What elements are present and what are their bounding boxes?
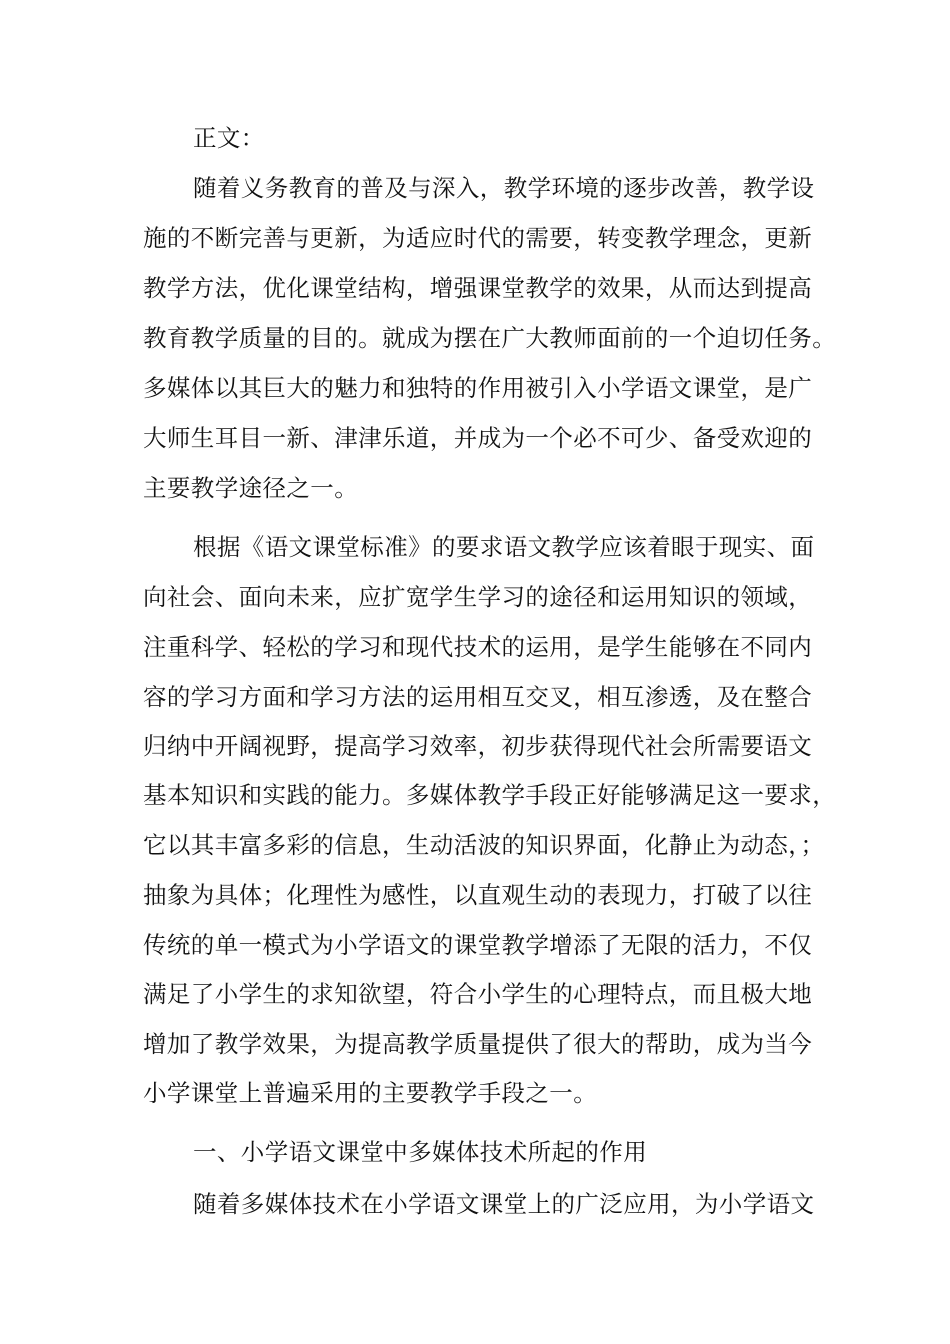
paragraph-line: 教学方法，优化课堂结构，增强课堂教学的效果，从而达到提高 bbox=[143, 274, 813, 302]
paragraph-line: 多媒体以其巨大的魅力和独特的作用被引入小学语文课堂，是广 bbox=[143, 374, 813, 402]
paragraph-line: 注重科学、轻松的学习和现代技术的运用，是学生能够在不同内 bbox=[143, 633, 813, 661]
paragraph-line: 教育教学质量的目的。就成为摆在广大教师面前的一个迫切任务。 bbox=[143, 324, 837, 352]
paragraph-line: 基本知识和实践的能力。多媒体教学手段正好能够满足这一要求， bbox=[143, 781, 837, 809]
paragraph-line: 施的不断完善与更新，为适应时代的需要，转变教学理念，更新 bbox=[143, 224, 813, 252]
paragraph-line: 向社会、面向未来，应扩宽学生学习的途径和运用知识的领域， bbox=[143, 583, 813, 611]
paragraph-line: 传统的单一模式为小学语文的课堂教学增添了无限的活力，不仅 bbox=[143, 931, 813, 959]
paragraph-line: 归纳中开阔视野，提高学习效率，初步获得现代社会所需要语文 bbox=[143, 732, 813, 760]
paragraph-line: 随着多媒体技术在小学语文课堂上的广泛应用，为小学语文 bbox=[193, 1190, 815, 1218]
paragraph-line: 小学课堂上普遍采用的主要教学手段之一。 bbox=[143, 1079, 598, 1107]
paragraph-line: 容的学习方面和学习方法的运用相互交叉，相互渗透，及在整合 bbox=[143, 683, 813, 711]
paragraph-line: 它以其丰富多彩的信息，生动活波的知识界面，化静止为动态，； bbox=[143, 831, 825, 859]
paragraph-line: 增加了教学效果，为提高教学质量提供了很大的帮助，成为当今 bbox=[143, 1030, 813, 1058]
paragraph-line: 满足了小学生的求知欲望，符合小学生的心理特点，而且极大地 bbox=[143, 980, 813, 1008]
paragraph-line: 随着义务教育的普及与深入，教学环境的逐步改善，教学设 bbox=[193, 174, 815, 202]
section-heading: 一、小学语文课堂中多媒体技术所起的作用 bbox=[193, 1138, 648, 1166]
paragraph-line: 根据《语文课堂标准》的要求语文教学应该着眼于现实、面 bbox=[193, 533, 815, 561]
paragraph-line: 主要教学途径之一。 bbox=[143, 474, 359, 502]
paragraph-line: 抽象为具体；化理性为感性，以直观生动的表现力，打破了以往 bbox=[143, 881, 813, 909]
paragraph-line: 大师生耳目一新、津津乐道，并成为一个必不可少、备受欢迎的 bbox=[143, 424, 813, 452]
section-heading: 正文： bbox=[193, 124, 265, 152]
